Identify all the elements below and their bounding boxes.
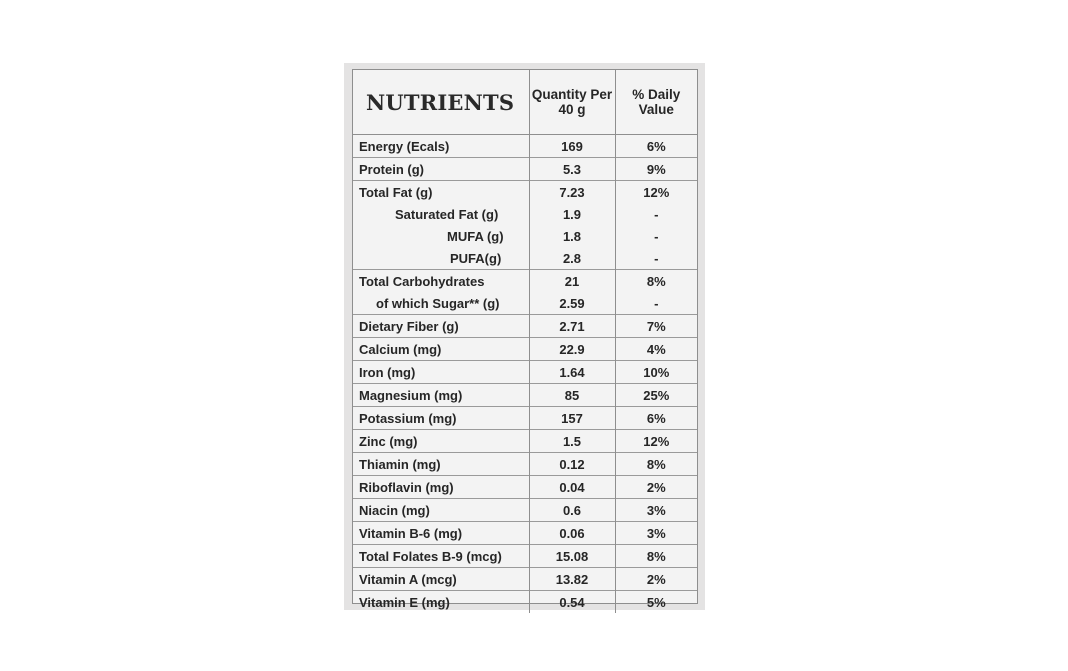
nutrient-daily-value: 2% — [615, 568, 697, 591]
nutrient-daily-value: - — [615, 203, 697, 225]
nutrient-daily-value: - — [615, 292, 697, 315]
nutrient-quantity: 1.8 — [529, 225, 615, 247]
nutrient-daily-value: 2% — [615, 476, 697, 499]
table-row — [353, 522, 697, 545]
nutrient-quantity: 85 — [529, 384, 615, 407]
nutrient-quantity: 1.64 — [529, 361, 615, 384]
nutrient-daily-value: 8% — [615, 453, 697, 476]
nutrient-name: Calcium (mg) — [353, 338, 529, 361]
nutrients-heading: NUTRIENTS — [353, 70, 529, 135]
table-row — [353, 225, 697, 247]
nutrient-daily-value: 5% — [615, 591, 697, 614]
nutrient-name: Dietary Fiber (g) — [353, 315, 529, 338]
table-row — [353, 247, 697, 270]
table-row — [353, 591, 697, 614]
nutrient-quantity: 0.6 — [529, 499, 615, 522]
nutrition-facts-label — [352, 69, 698, 610]
nutrient-name: Riboflavin (mg) — [353, 476, 529, 499]
nutrient-quantity: 1.9 — [529, 203, 615, 225]
nutrient-quantity: 0.06 — [529, 522, 615, 545]
table-row — [353, 158, 697, 181]
nutrient-daily-value: 12% — [615, 430, 697, 453]
nutrient-daily-value: 12% — [615, 181, 697, 204]
table-row — [353, 476, 697, 499]
nutrient-quantity: 13.82 — [529, 568, 615, 591]
nutrient-name: Total Folates B-9 (mcg) — [353, 545, 529, 568]
nutrient-daily-value: 4% — [615, 338, 697, 361]
table-row — [353, 270, 697, 293]
quantity-heading: Quantity Per 40 g — [529, 70, 615, 135]
table-row — [353, 499, 697, 522]
nutrient-quantity: 0.04 — [529, 476, 615, 499]
table-row — [353, 361, 697, 384]
table-header-row — [353, 70, 697, 135]
nutrient-quantity: 2.8 — [529, 247, 615, 270]
table-row — [353, 315, 697, 338]
table-row — [353, 384, 697, 407]
table-row — [353, 338, 697, 361]
nutrient-quantity: 157 — [529, 407, 615, 430]
table-row — [353, 430, 697, 453]
nutrient-quantity: 2.59 — [529, 292, 615, 315]
nutrient-name: Total Fat (g) — [353, 181, 529, 204]
nutrient-daily-value: 7% — [615, 315, 697, 338]
nutrient-daily-value: 9% — [615, 158, 697, 181]
nutrient-quantity: 7.23 — [529, 181, 615, 204]
nutrient-name: PUFA(g) — [450, 250, 502, 266]
nutrient-quantity: 2.71 — [529, 315, 615, 338]
nutrient-daily-value: - — [615, 247, 697, 270]
nutrient-quantity: 22.9 — [529, 338, 615, 361]
nutrient-daily-value: 6% — [615, 135, 697, 158]
nutrient-daily-value: 8% — [615, 545, 697, 568]
table-row — [353, 292, 697, 315]
nutrient-daily-value: 6% — [615, 407, 697, 430]
nutrition-table — [353, 70, 697, 613]
nutrient-quantity: 15.08 — [529, 545, 615, 568]
table-row — [353, 135, 697, 158]
nutrient-name: Zinc (mg) — [353, 430, 529, 453]
table-row — [353, 545, 697, 568]
nutrient-name: MUFA (g) — [447, 228, 504, 244]
table-row — [353, 407, 697, 430]
nutrient-name: Potassium (mg) — [353, 407, 529, 430]
nutrient-name: Magnesium (mg) — [353, 384, 529, 407]
nutrient-quantity: 21 — [529, 270, 615, 293]
table-row — [353, 203, 697, 225]
nutrient-daily-value: - — [615, 225, 697, 247]
nutrient-quantity: 169 — [529, 135, 615, 158]
nutrient-name: of which Sugar** (g) — [376, 295, 500, 311]
nutrient-name: Energy (Ecals) — [359, 138, 450, 154]
nutrient-quantity: 0.54 — [529, 591, 615, 614]
nutrient-quantity: 1.5 — [529, 430, 615, 453]
nutrient-name: Niacin (mg) — [353, 499, 529, 522]
nutrient-name: Iron (mg) — [353, 361, 529, 384]
nutrient-daily-value: 25% — [615, 384, 697, 407]
nutrient-name: Saturated Fat (g) — [395, 206, 499, 222]
nutrient-quantity: 5.3 — [529, 158, 615, 181]
nutrient-name: Thiamin (mg) — [353, 453, 529, 476]
product-image-panel — [344, 63, 705, 610]
daily-value-heading: % Daily Value — [615, 70, 697, 135]
nutrient-daily-value: 3% — [615, 522, 697, 545]
table-row — [353, 453, 697, 476]
nutrient-quantity: 0.12 — [529, 453, 615, 476]
table-row — [353, 568, 697, 591]
nutrient-name: Vitamin A (mcg) — [353, 568, 529, 591]
table-row — [353, 181, 697, 204]
nutrient-daily-value: 8% — [615, 270, 697, 293]
nutrient-daily-value: 10% — [615, 361, 697, 384]
nutrient-name: Protein (g) — [353, 158, 529, 181]
nutrient-name: Total Carbohydrates — [353, 270, 529, 293]
nutrient-name: Vitamin B-6 (mg) — [353, 522, 529, 545]
nutrient-daily-value: 3% — [615, 499, 697, 522]
nutrient-name: Vitamin E (mg) — [353, 591, 529, 614]
